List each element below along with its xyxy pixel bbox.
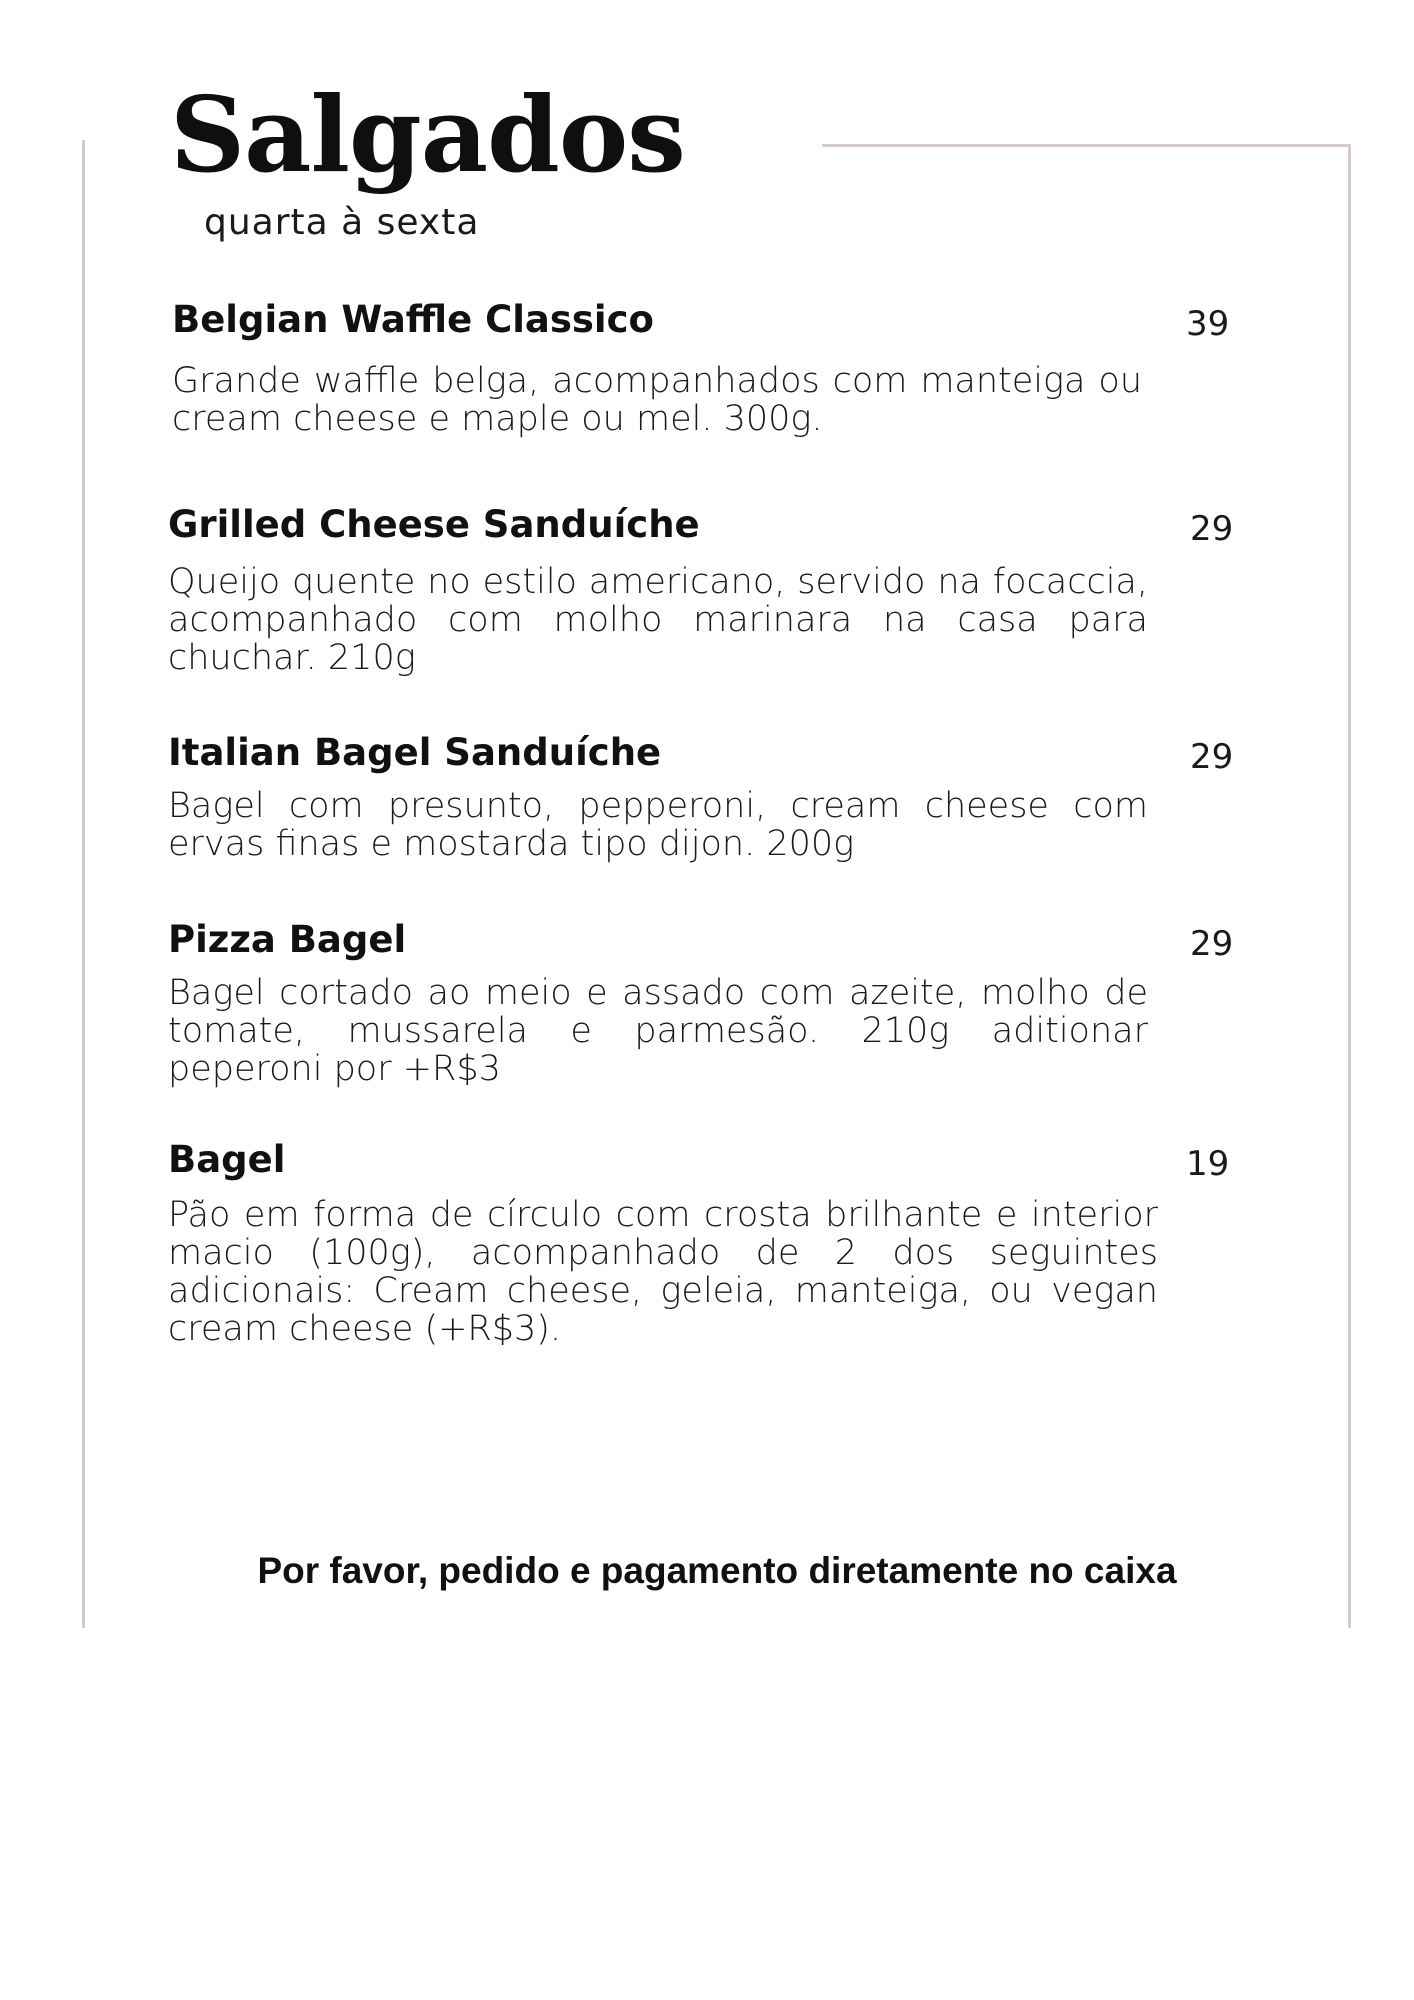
item-description: Pão em forma de círculo com crosta brilhante e interior macio (100g), acompanhado de 2 dos seguintes adicionais: Cream cheese, geleia, manteiga, ou vegan cream cheese (+R$3). [168, 1195, 1158, 1349]
item-price: 19 [1186, 1144, 1230, 1184]
frame-right-border [1348, 146, 1351, 1628]
frame-top-border [822, 144, 1351, 147]
item-price: 39 [1186, 304, 1230, 344]
menu-title: Salgados [170, 73, 685, 196]
item-description: Grande waffle belga, acompanhados com manteiga ou cream cheese e maple ou mel. 300g. [172, 361, 1142, 439]
frame-left-border [82, 140, 85, 1628]
item-name: Pizza Bagel [168, 918, 407, 961]
item-price: 29 [1190, 509, 1234, 549]
menu-subtitle: quarta à sexta [204, 202, 480, 243]
item-name: Grilled Cheese Sanduíche [168, 503, 700, 546]
item-description: Bagel cortado ao meio e assado com azeite, molho de tomate, mussarela e parmesão. 210g aditionar peperoni por +R$3 [168, 973, 1148, 1089]
item-name: Belgian Waffle Classico [172, 298, 654, 341]
item-price: 29 [1190, 737, 1234, 777]
item-name: Italian Bagel Sanduíche [168, 731, 662, 774]
item-description: Bagel com presunto, pepperoni, cream cheese com ervas finas e mostarda tipo dijon. 200g [168, 786, 1148, 864]
item-description: Queijo quente no estilo americano, servido na focaccia, acompanhado com molho marinara na casa para chuchar. 210g [168, 562, 1148, 678]
footer-note: Por favor, pedido e pagamento diretamente no caixa [257, 1550, 1177, 1591]
item-price: 29 [1190, 924, 1234, 964]
item-name: Bagel [168, 1138, 286, 1181]
